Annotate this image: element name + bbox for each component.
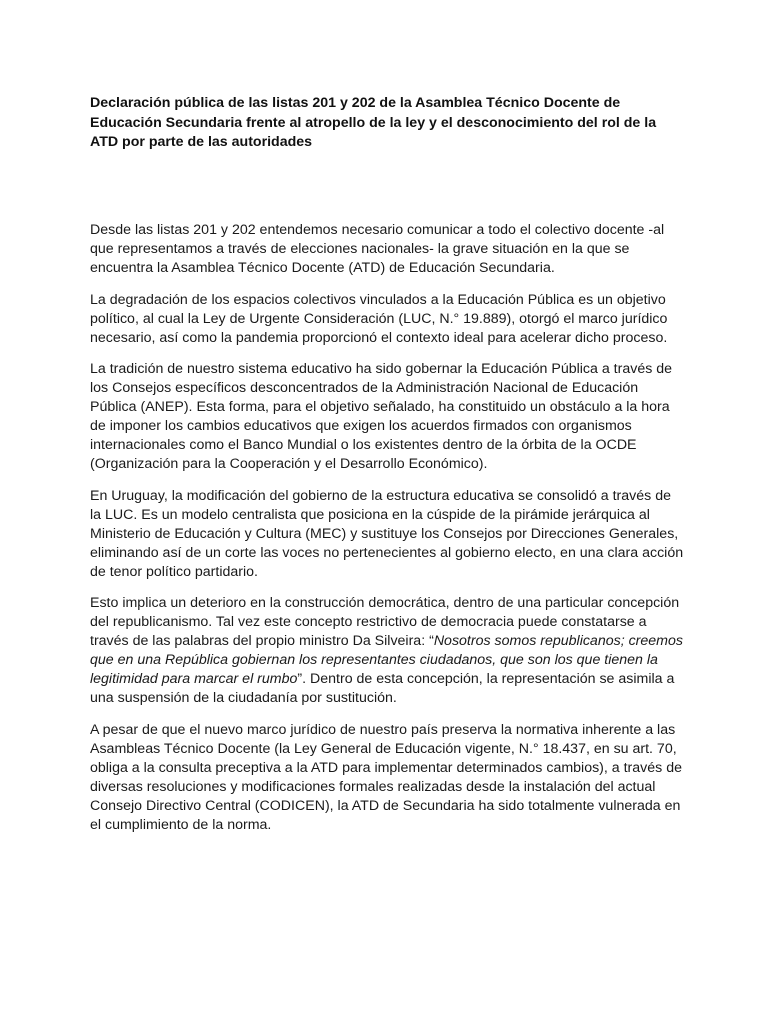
paragraph-5-before: Esto implica un deterioro en la construcción democrática, dentro de una particular concepción del republicanismo. Tal vez este concepto restrictivo de democracia puede constatarse a través de las palabras del propio ministro Da Silveira: “ xyxy=(90,595,680,649)
minister-quote: Nosotros somos republicanos; creemos que en una República gobiernan los representantes ciudadanos, que son los que tienen la legitimidad para marcar el rumbo xyxy=(90,633,683,687)
paragraph-1: Desde las listas 201 y 202 entendemos necesario comunicar a todo el colectivo docente -al que representamos a través de elecciones nacionales- la grave situación en la que se encuentra la Asamblea Técnico Docente (ATD) de Educación Secundaria. xyxy=(90,222,665,276)
paragraph-3: La tradición de nuestro sistema educativo ha sido gobernar la Educación Pública a través de los Consejos específicos desconcentrados de la Administración Nacional de Educación Pública (ANEP). Esta forma, para el objetivo señalado, ha constituido un obstáculo a la hora de imponer los cambios educativos que exigen los acuerdos firmados con organismos internacionales como el Banco Mundial o los existentes dentro de la órbita de la OCDE (Organización para la Cooperación y el Desarrollo Económico). xyxy=(90,361,673,472)
paragraph-5-after: ”. Dentro de esta concepción, la representación se asimila a una suspensión de la ciudadanía por sustitución. xyxy=(90,671,675,706)
paragraph-2: La degradación de los espacios colectivos vinculados a la Educación Pública es un objetivo político, al cual la Ley de Urgente Consideración (LUC, N.° 19.889), otorgó el marco jurídico necesario, así como la pandemia proporcionó el contexto ideal para acelerar dicho proceso. xyxy=(90,291,668,346)
paragraph-6: A pesar de que el nuevo marco jurídico de nuestro país preserva la normativa inherente a las Asambleas Técnico Docente (la Ley General de Educación vigente, N.° 18.437, en su art. 70, obliga a la consulta preceptiva a la ATD para implementar determinados cambios), a través de diversas resoluciones y modificaciones formales realizadas desde la instalación del actual Consejo Directivo Central (CODICEN), la ATD de Secundaria ha sido totalmente vulnerada en el cumplimiento de la norma. xyxy=(90,721,682,833)
paragraph-5 xyxy=(90,594,685,708)
paragraph-4: En Uruguay, la modificación del gobierno de la estructura educativa se consolidó a través de la LUC. Es un modelo centralista que posiciona en la cúspide de la pirámide jerárquica al Ministerio de Educación y Cultura (MEC) y sustituye los Consejos por Direcciones Generales, eliminando así de un corte las voces no pertenecientes al gobierno electo, en una clara acción de tenor político partidario. xyxy=(90,487,684,580)
document-body xyxy=(90,221,685,847)
document-title: Declaración pública de las listas 201 y 202 de la Asamblea Técnico Docente de Educación Secundaria frente al atropello de la ley y el desconocimiento del rol de la ATD por parte de las autoridades xyxy=(90,95,657,150)
